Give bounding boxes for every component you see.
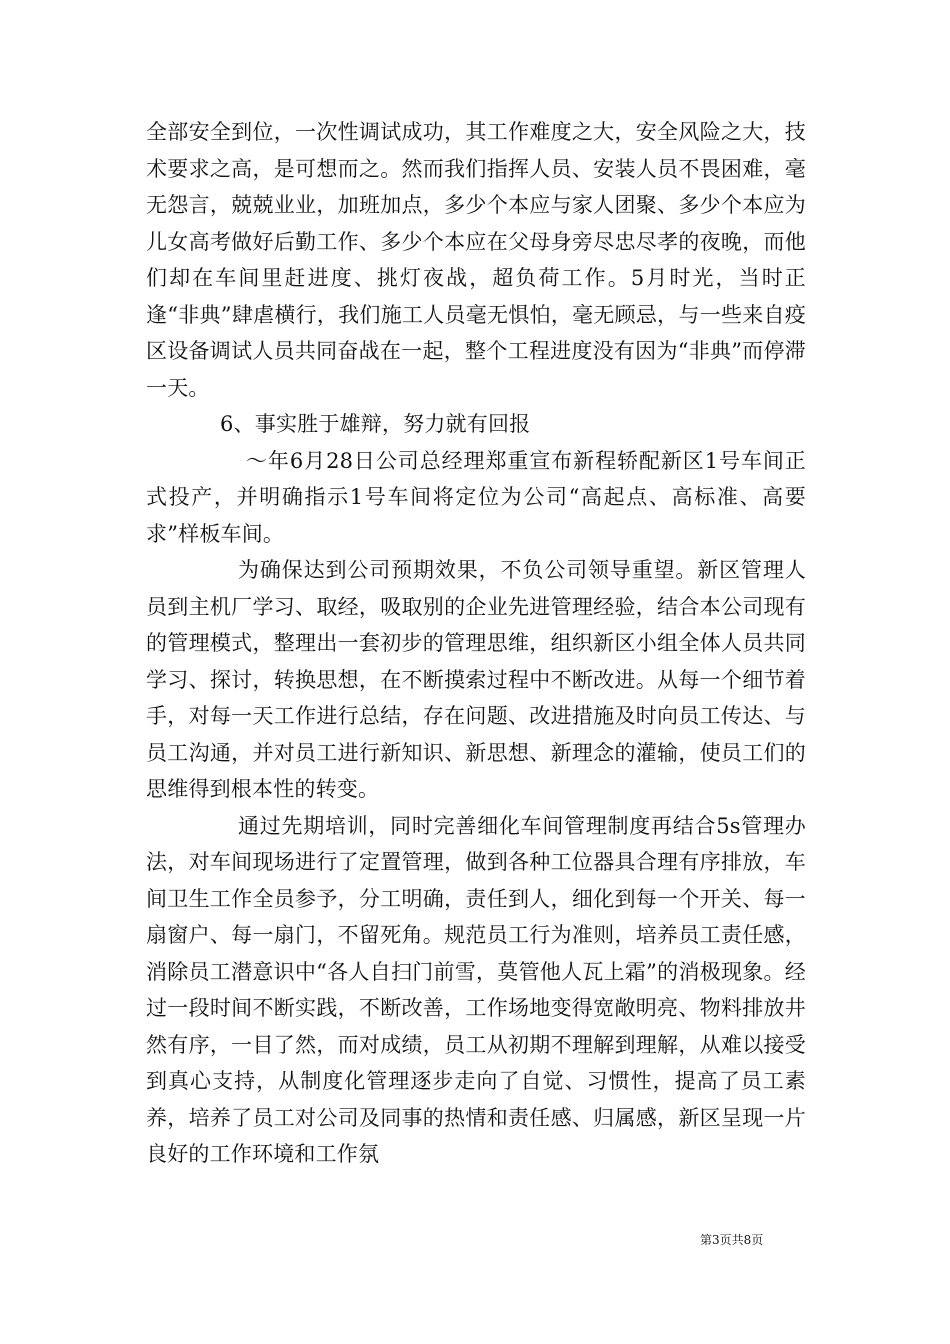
section-heading-6: 6、事实胜于雄辩，努力就有回报	[220, 412, 531, 436]
page-number-footer: 第3页共8页	[700, 1233, 764, 1247]
document-body	[146, 114, 806, 1173]
paragraph-production-announcement: ～年6月28日公司总经理郑重宣布新程轿配新区1号车间正式投产，并明确指示1号车间将定位为公司“高起点、高标准、高要求”样板车间。	[146, 448, 806, 546]
paragraph-work-difficulty: 全部安全到位，一次性调试成功，其工作难度之大，安全风险之大，技术要求之高，是可想而之。然而我们指挥人员、安装人员不畏困难，毫无怨言，兢兢业业，加班加点，多少个本应与家人团聚、多少个本应为儿女高考做好后勤工作、多少个本应在父母身旁尽忠尽孝的夜晚，而他们却在车间里赶进度、挑灯夜战，超负荷工作。5月时光，当时正逢“非典”肆虐横行，我们施工人员毫无惧怕，毫无顾忌，与一些来自疫区设备调试人员共同奋战在一起，整个工程进度没有因为“非典”而停滞一天。	[146, 120, 806, 400]
paragraph-management-learning: 为确保达到公司预期效果，不负公司领导重望。新区管理人员到主机厂学习、取经，吸取别的企业先进管理经验，结合本公司现有的管理模式，整理出一套初步的管理思维，组织新区小组全体人员共同学习、探讨，转换思想，在不断摸索过程中不断改进。从每一个细节着手，对每一天工作进行总结，存在问题、改进措施及时向员工传达、与员工沟通，并对员工进行新知识、新思想、新理念的灌输，使员工们的思维得到根本性的转变。	[146, 558, 806, 801]
paragraph-5s-management: 通过先期培训，同时完善细化车间管理制度再结合5s管理办法，对车间现场进行了定置管理，做到各种工位器具合理有序排放，车间卫生工作全员参予，分工明确，责任到人，细化到每一个开关、每一扇窗户、每一扇门，不留死角。规范员工行为准则，培养员工责任感，消除员工潜意识中“各人自扫门前雪，莫管他人瓦上霜”的消极现象。经过一段时间不断实践，不断改善，工作场地变得宽敞明亮、物料排放井然有序，一目了然，而对成绩，员工从初期不理解到理解，从难以接受到真心支持，从制度化管理逐步走向了自觉、习惯性，提高了员工素养，培养了员工对公司及同事的热情和责任感、归属感，新区呈现一片良好的工作环境和工作氛	[146, 813, 806, 1166]
